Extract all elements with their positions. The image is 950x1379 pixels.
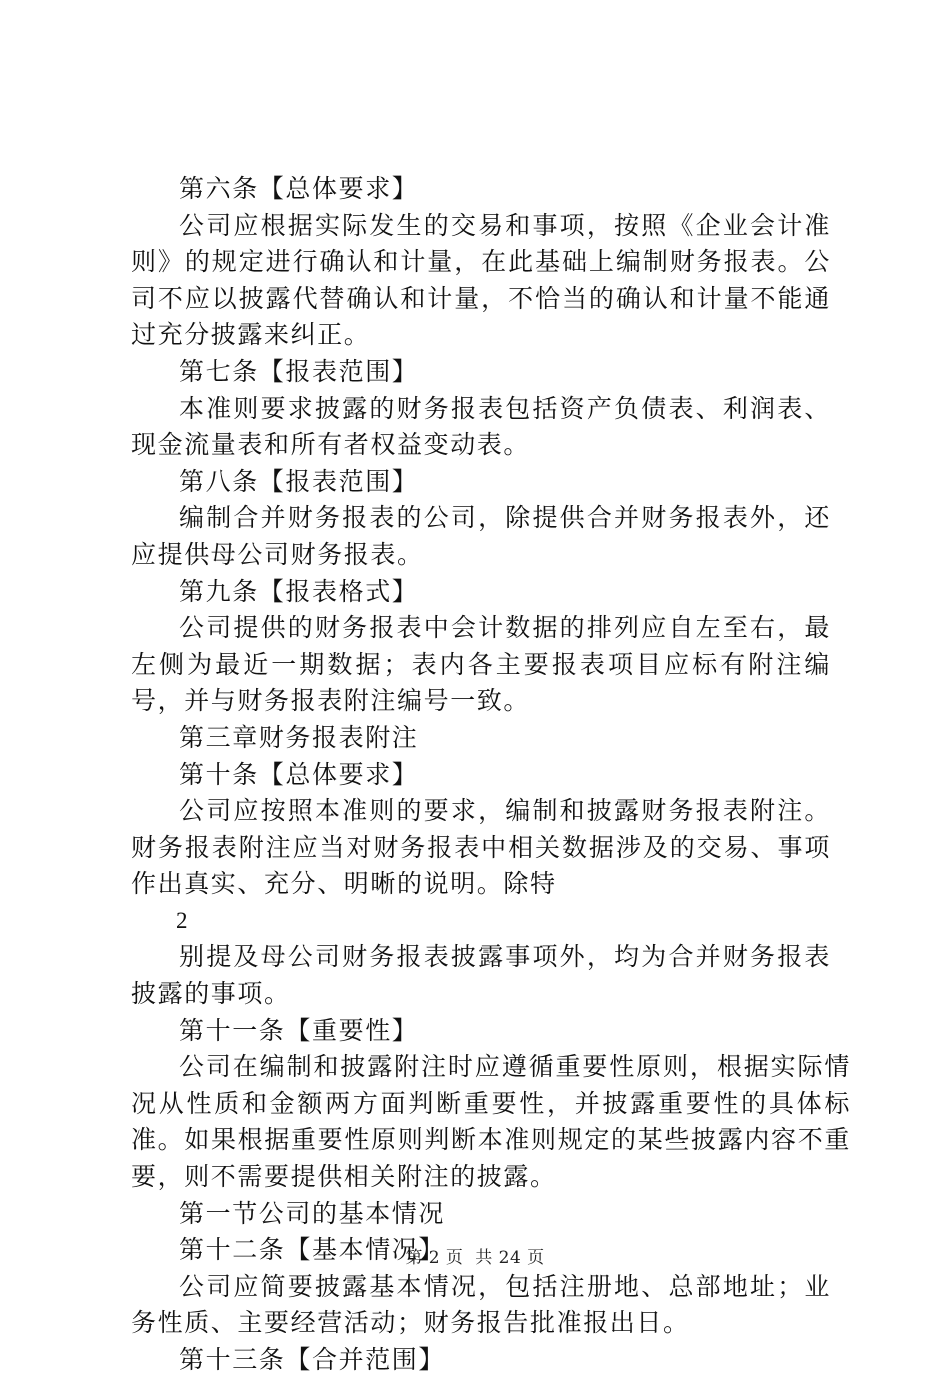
article-13-heading: 第十三条【合并范围】 <box>179 1345 446 1374</box>
article-12-text: 公司应简要披露基本情况，包括注册地、总部地址；业务性质、主要经营活动；财务报告批准报出日。 <box>131 1271 831 1338</box>
document-body <box>131 171 851 1379</box>
article-9-heading: 第九条【报表格式】 <box>179 576 419 606</box>
article-9-text: 公司提供的财务报表中会计数据的排列应自左至右，最左侧为最近一期数据；表内各主要报表项目应标有附注编号，并与财务报表附注编号一致。 <box>131 613 831 716</box>
article-10-heading: 第十条【总体要求】 <box>179 759 419 789</box>
section-1-title: 第一节公司的基本情况 <box>179 1198 446 1228</box>
article-12-heading: 第十二条【基本情况】 <box>179 1235 446 1265</box>
article-10-text-continued: 别提及母公司财务报表披露事项外，均为合并财务报表披露的事项。 <box>131 942 831 1009</box>
page-footer <box>0 1243 950 1268</box>
article-6-text: 公司应根据实际发生的交易和事项，按照《企业会计准则》的规定进行确认和计量，在此基础上编制财务报表。公司不应以披露代替确认和计量，不恰当的确认和计量不能通过充分披露来纠正。 <box>131 210 831 350</box>
article-7-heading: 第七条【报表范围】 <box>179 356 419 386</box>
article-10-text: 公司应按照本准则的要求，编制和披露财务报表附注。财务报表附注应当对财务报表中相关数据涉及的交易、事项作出真实、充分、明晰的说明。除特 <box>131 796 831 899</box>
article-7-text: 本准则要求披露的财务报表包括资产负债表、利润表、现金流量表和所有者权益变动表。 <box>131 393 831 460</box>
page-counter: 第 2 页 共 24 页 <box>405 1248 545 1268</box>
article-8-text: 编制合并财务报表的公司，除提供合并财务报表外，还应提供母公司财务报表。 <box>131 503 831 569</box>
article-11-heading: 第十一条【重要性】 <box>179 1015 419 1045</box>
chapter-3-title: 第三章财务报表附注 <box>179 722 419 752</box>
article-6-heading: 第六条【总体要求】 <box>179 174 419 203</box>
article-8-heading: 第八条【报表范围】 <box>179 466 419 496</box>
article-11-text: 公司在编制和披露附注时应遵循重要性原则，根据实际情况从性质和金额两方面判断重要性，并披露重要性的具体标准。如果根据重要性原则判断本准则规定的某些披露内容不重要，则不需要提供相关附注的披露。 <box>131 1052 851 1192</box>
inline-page-number: 2 <box>176 907 190 933</box>
